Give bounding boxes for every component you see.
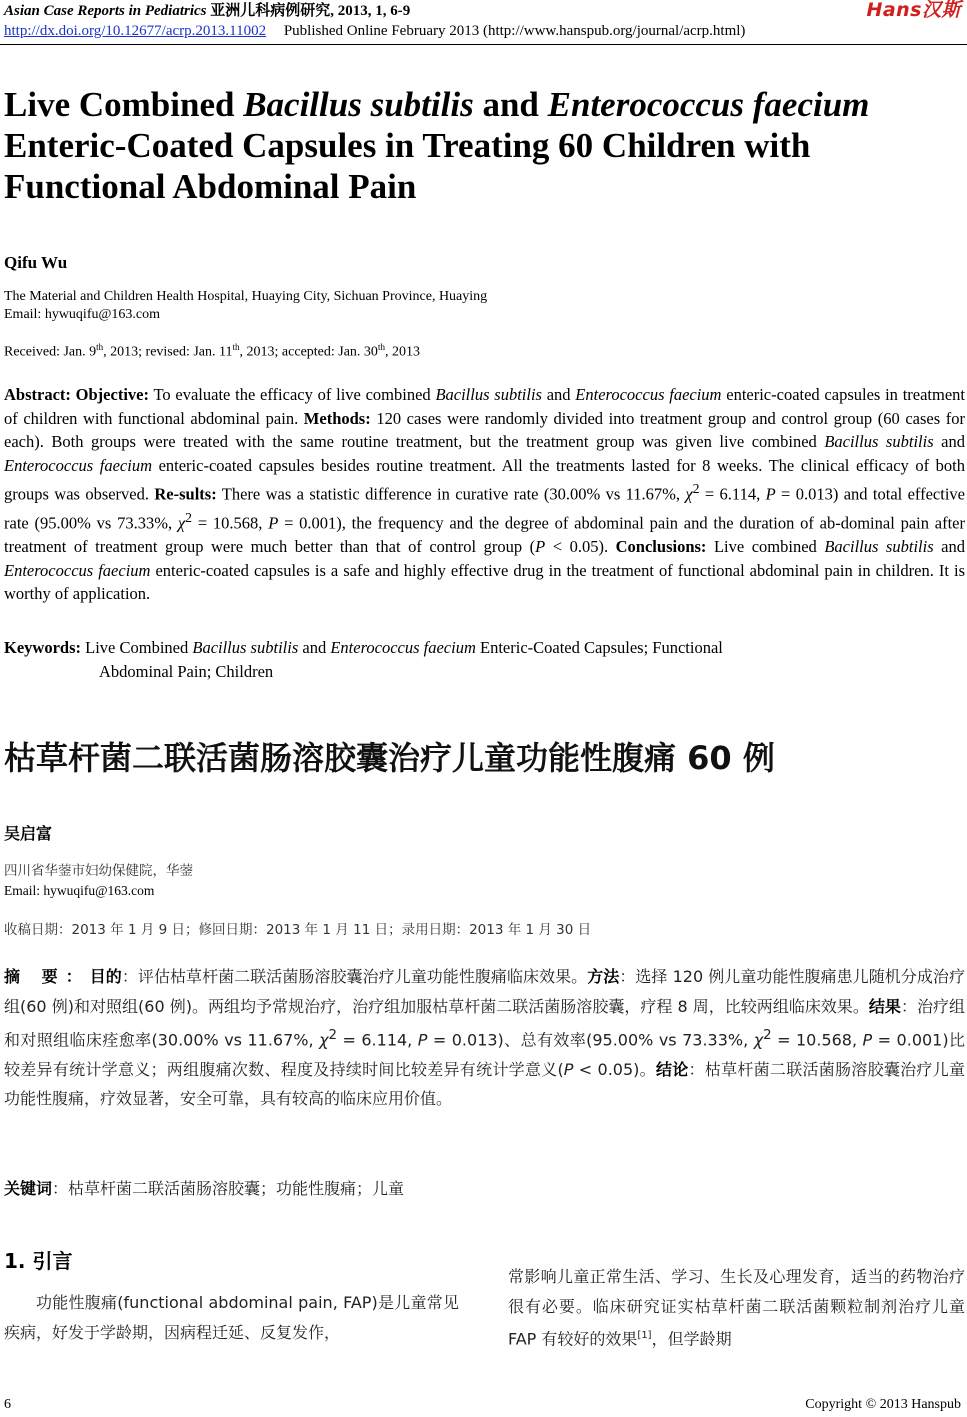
published-online: Published Online February 2013 (http://www.hanspub.org/journal/acrp.html): [283, 23, 746, 39]
doi-line: [4, 22, 961, 40]
journal-line: [4, 2, 961, 20]
intro-paragraph: 功能性腹痛(functional abdominal pain, FAP)是儿童常见疾病，好发于学龄期，因病程迁延、反复发作，: [4, 1293, 459, 1342]
keywords-zh: 关键词：枯草杆菌二联活菌肠溶胶囊；功能性腹痛；儿童: [4, 1179, 405, 1198]
dates-zh: 收稿日期：2013 年 1 月 9 日；修回日期：2013 年 1 月 11 日；录用日期：2013 年 1 月 30 日: [4, 922, 592, 938]
abstract-en: Abstract: Objective: To evaluate the efficacy of live combined Bacillus subtilis and Enterococcus faecium enteric-coated capsules in treatment of children with functional abdominal pain. Methods: 120 cases were randomly divided into treatment group and control group (60 cases for each). Both groups were treated with the same routine treatment, but the treatment group was given live combined Bacillus subtilis and Enterococcus faecium enteric-coated capsules besides routine treatment. All the treatments lasted for 8 weeks. The clinical efficacy of both groups was observed. Re-sults: There was a statistic difference in curative rate (30.00% vs 11.67%, $\chi^2 = 6.114$, P = 0.013) and total effective rate (95.00% vs 73.33%, $\chi^2 = 10.568$, P = 0.001), the frequency and the degree of abdominal pain and the duration of ab-dominal pain after treatment of treatment group were much better than that of control group (P < 0.05). Conclusions: Live combined Bacillus subtilis and Enterococcus faecium enteric-coated capsules is a safe and highly effective drug in the treatment of functional abdominal pain in children. It is worthy of application.: [4, 385, 965, 603]
journal-meta: , 2013, 1, 6-9: [330, 3, 411, 19]
author-en: Qifu Wu: [4, 253, 68, 272]
intro-paragraph-cont: 常影响儿童正常生活、学习、生长及心理发育，适当的药物治疗很有必要。临床研究证实枯草杆菌二联活菌颗粒制剂治疗儿童 FAP 有较好的效果[1]，但学龄期: [508, 1267, 965, 1349]
page-header: [4, 2, 961, 40]
abstract-zh: 摘 要：目的：评估枯草杆菌二联活菌肠溶胶囊治疗儿童功能性腹痛临床效果。方法：选择 120 例儿童功能性腹痛患儿随机分成治疗组(60 例)和对照组(60 例)。两组均予常规治疗，治疗组加服枯草杆菌二联活菌肠溶胶囊，疗程 8 周，比较两组临床效果。结果：治疗组和对照组临床痊愈率(30.00% vs 11.67%, $\chi^2 = 6.114$, P = 0.013)、总有效率(95.00% vs 73.33%, $\chi^2 = 10.568$, P = 0.001)比较差异有统计学意义；两组腹痛次数、程度及持续时间比较差异有统计学意义(P < 0.05)。结论：枯草杆菌二联活菌肠溶胶囊治疗儿童功能性腹痛，疗效显著，安全可靠，具有较高的临床应用价值。: [4, 967, 965, 1109]
section-heading: 1. 引言: [4, 1249, 73, 1273]
affiliation-en: [4, 288, 487, 324]
affiliation-zh: [4, 862, 193, 900]
author-zh: 吴启富: [4, 824, 53, 843]
journal-name-zh: 亚洲儿科病例研究: [210, 3, 331, 19]
body-column-left: [4, 1245, 459, 1347]
header-rule: [0, 44, 967, 45]
title-en: Live Combined Bacillus subtilis and Enterococcus faecium Enteric-Coated Capsules in Treating 60 Children with Functional Abdominal Pain: [4, 85, 870, 206]
title-zh: 枯草杆菌二联活菌肠溶胶囊治疗儿童功能性腹痛 60 例: [4, 739, 775, 777]
email-en[interactable]: Email: hywuqifu@163.com: [4, 307, 160, 322]
affiliation-text: The Material and Children Health Hospital, Huaying City, Sichuan Province, Huaying: [4, 289, 488, 304]
affiliation-zh-text: 四川省华蓥市妇幼保健院，华蓥: [4, 863, 193, 879]
journal-name: Asian Case Reports in Pediatrics: [4, 3, 207, 19]
copyright: Copyright © 2013 Hanspub: [805, 1397, 961, 1412]
dates-en: Received: Jan. 9th, 2013; revised: Jan. 11th, 2013; accepted: Jan. 30th, 2013: [4, 342, 420, 360]
keywords-en: Keywords: Live Combined Bacillus subtilis and Enterococcus faecium Enteric-Coated Capsules; Functional Abdominal Pain; Children: [4, 638, 723, 681]
hans-logo: Hans汉斯: [866, 0, 961, 21]
body-column-right: [508, 1262, 965, 1354]
page-number: 6: [4, 1397, 11, 1412]
email-zh[interactable]: Email: hywuqifu@163.com: [4, 883, 155, 898]
doi-link[interactable]: http://dx.doi.org/10.12677/acrp.2013.11002: [4, 23, 267, 39]
citation-ref[interactable]: [1]: [637, 1330, 652, 1341]
